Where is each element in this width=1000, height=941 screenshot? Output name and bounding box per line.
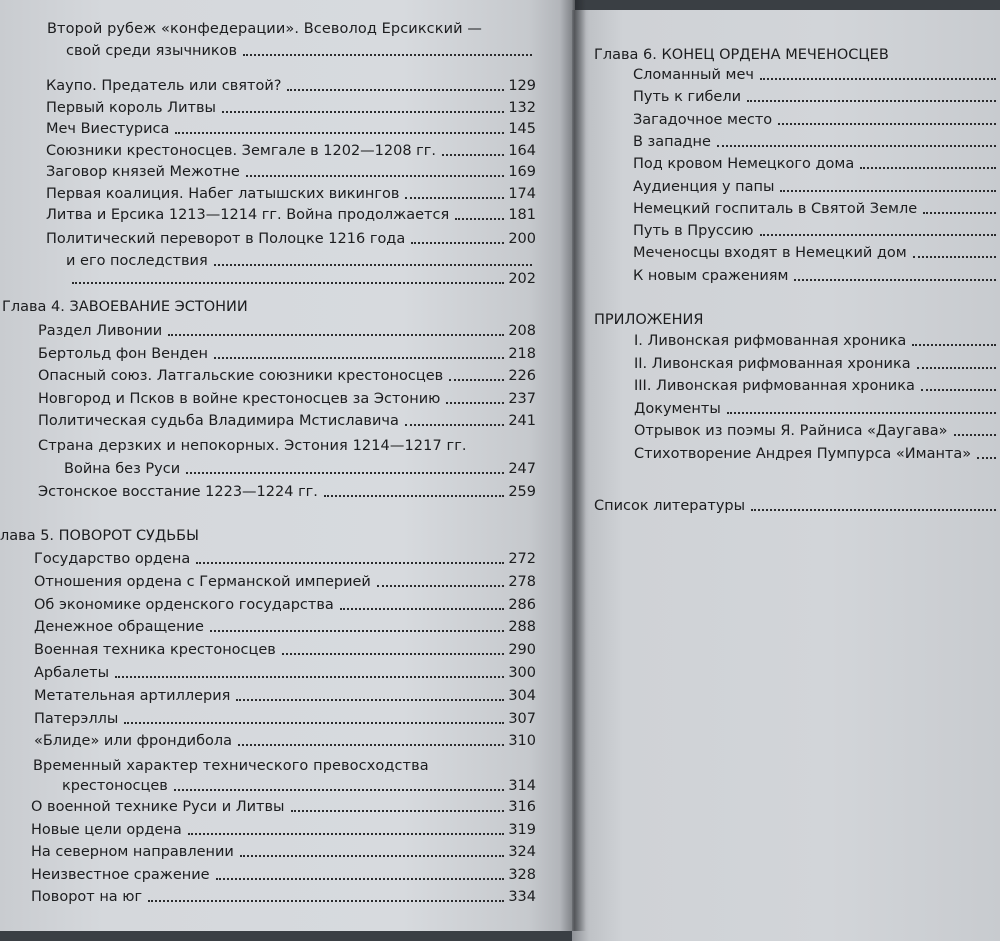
toc-entry-page: 334 [508, 889, 536, 905]
dot-leader [794, 279, 996, 281]
toc-entry[interactable] [31, 821, 536, 839]
toc-entry-title-line: Второй рубеж «конфедерации». Всеволод Ерсикский — [47, 21, 482, 37]
toc-entry-title: О военной технике Руси и Литвы [31, 799, 285, 815]
toc-entry-page: 226 [508, 368, 536, 384]
dot-leader [340, 608, 505, 610]
toc-entry-title: Денежное обращение [34, 619, 204, 636]
dot-leader [954, 434, 996, 436]
toc-entry-title: Война без Руси [64, 461, 181, 477]
dot-leader [210, 630, 504, 632]
dot-leader [913, 256, 996, 258]
dot-leader [246, 175, 505, 177]
toc-entry-title: Под кровом Немецкого дома [633, 156, 855, 173]
toc-entry-title: Загадочное место [633, 111, 773, 128]
toc-entry-page: 290 [508, 642, 536, 659]
toc-entry-page: 319 [508, 821, 536, 838]
toc-entry-title: Поворот на юг [31, 889, 143, 905]
toc-entry[interactable] [34, 618, 536, 636]
toc-entry[interactable] [633, 178, 1000, 196]
dot-leader [186, 472, 504, 474]
toc-entry-title: Немецкий госпиталь в Святой Земле [633, 200, 918, 217]
toc-entry-title: Сломанный меч [633, 67, 754, 83]
dot-leader [751, 509, 996, 511]
toc-entry-page: 241 [508, 413, 536, 429]
section-title: ПРИЛОЖЕНИЯ [594, 312, 704, 328]
toc-entry-title: Государство ордена [34, 551, 191, 567]
toc-entry[interactable] [634, 355, 1000, 373]
toc-entry-title: Новые цели ордена [31, 821, 182, 838]
toc-entry-page: 300 [508, 665, 536, 681]
dot-leader [405, 424, 504, 426]
toc-entry-title: Политический переворот в Полоцке 1216 года [46, 231, 406, 247]
chapter-title: Глава 4. ЗАВОЕВАНИЕ ЭСТОНИИ [2, 299, 248, 315]
toc-entry-title: Новгород и Псков в войне крестоносцев за Эстонию [38, 390, 441, 407]
toc-entry[interactable] [31, 843, 536, 861]
toc-entry[interactable] [46, 77, 536, 95]
toc-entry[interactable] [62, 777, 536, 795]
toc-entry-page: 218 [508, 345, 536, 362]
dot-leader [405, 197, 504, 199]
toc-entry-page: 278 [508, 573, 536, 590]
toc-entry-title-line: Временный характер технического превосходства [33, 758, 429, 774]
toc-entry-page: 286 [508, 596, 536, 613]
toc-entry[interactable] [31, 798, 536, 816]
right-page [572, 10, 1000, 941]
dot-leader [216, 878, 505, 880]
toc-entry-page: 200 [508, 231, 536, 247]
dot-leader [324, 495, 504, 497]
toc-entry[interactable] [633, 111, 1000, 129]
dot-leader [222, 111, 504, 113]
dot-leader [780, 190, 996, 192]
toc-entry[interactable] [634, 377, 1000, 395]
toc-entry[interactable] [31, 888, 536, 906]
dot-leader [760, 78, 996, 80]
toc-entry-title: Каупо. Предатель или святой? [46, 78, 282, 94]
toc-entry-page: 314 [508, 778, 536, 794]
toc-entry[interactable] [633, 66, 1000, 84]
toc-entry-page: 208 [508, 323, 536, 339]
toc-entry-page: 272 [508, 551, 536, 567]
toc-entry-title: Отношения ордена с Германской империей [34, 573, 371, 590]
toc-entry-title: Список литературы [594, 498, 746, 514]
toc-entry-title: Патерэллы [34, 710, 119, 727]
toc-entry[interactable] [66, 252, 536, 270]
toc-entry-title: и его последствия [66, 253, 208, 269]
toc-entry[interactable] [38, 412, 536, 430]
toc-entry[interactable] [46, 206, 536, 224]
toc-entry[interactable] [633, 244, 1000, 262]
dot-leader [175, 132, 504, 134]
dot-leader [411, 242, 504, 244]
toc-entry-title: «Блиде» или фрондибола [34, 733, 233, 750]
toc-entry-title: Путь к гибели [633, 89, 742, 106]
dot-leader [214, 357, 504, 359]
toc-entry[interactable] [634, 332, 1000, 350]
toc-entry-title: Союзники крестоносцев. Земгале в 1202—1208 гг. [46, 142, 437, 159]
toc-entry-page: 328 [508, 866, 536, 883]
dot-leader [860, 167, 996, 169]
toc-entry[interactable] [34, 573, 536, 591]
toc-entry[interactable] [46, 120, 536, 138]
book-gutter [560, 0, 586, 931]
dot-leader [174, 789, 504, 791]
toc-entry-title: Литва и Ерсика 1213—1214 гг. Война продолжается [46, 207, 450, 223]
toc-entry[interactable] [633, 88, 1000, 106]
dot-leader [446, 402, 504, 404]
dot-leader [747, 100, 996, 102]
toc-entry-page: 132 [508, 99, 536, 116]
toc-entry[interactable] [34, 732, 536, 750]
toc-entry-page: 247 [508, 461, 536, 477]
toc-entry[interactable] [34, 687, 536, 705]
toc-entry[interactable] [34, 550, 536, 568]
dot-leader [287, 89, 504, 91]
dot-leader [977, 457, 996, 459]
toc-entry[interactable] [64, 460, 536, 478]
toc-entry-page: 288 [508, 619, 536, 636]
dot-leader [243, 54, 532, 56]
toc-entry-title: Бертольд фон Венден [38, 345, 208, 362]
toc-entry-page: 164 [508, 142, 536, 159]
toc-entry-page-row[interactable] [66, 270, 536, 288]
toc-entry-title: I. Ливонская рифмованная хроника [634, 333, 907, 349]
toc-entry-title: В западне [633, 133, 711, 150]
toc-entry[interactable] [34, 664, 536, 682]
toc-entry-title: крестоносцев [62, 778, 168, 794]
toc-entry-page: 145 [508, 121, 536, 137]
toc-entry-page: 310 [508, 733, 536, 750]
toc-entry-title: Путь в Пруссию [633, 223, 754, 240]
toc-entry[interactable] [34, 596, 536, 614]
toc-entry[interactable] [34, 641, 536, 659]
toc-entry-title: Отрывок из поэмы Я. Райниса «Даугава» [634, 423, 948, 439]
toc-entry[interactable] [34, 710, 536, 728]
toc-entry[interactable] [46, 142, 536, 160]
toc-entry-page: 202 [508, 271, 536, 287]
toc-entry-title: К новым сражениям [633, 267, 789, 284]
toc-entry-title: Арбалеты [34, 665, 110, 681]
dot-leader [282, 653, 504, 655]
dot-leader [917, 367, 996, 369]
toc-entry-page: 316 [508, 799, 536, 815]
dot-leader [124, 722, 504, 724]
dot-leader [196, 562, 504, 564]
toc-entry[interactable] [46, 99, 536, 117]
toc-entry-title: Первый король Литвы [46, 99, 216, 116]
toc-entry-title: Об экономике орденского государства [34, 596, 334, 613]
toc-entry-title: Эстонское восстание 1223—1224 гг. [38, 484, 318, 500]
dot-leader [778, 123, 996, 125]
toc-entry[interactable] [31, 866, 536, 884]
dot-leader [923, 212, 996, 214]
toc-entry-title: Опасный союз. Латгальские союзники крестоносцев [38, 368, 444, 384]
toc-entry-page: 259 [508, 484, 536, 500]
toc-entry-title: На северном направлении [31, 844, 234, 860]
toc-entry-page: 237 [508, 390, 536, 407]
dot-leader [238, 744, 504, 746]
toc-entry[interactable] [634, 400, 1000, 418]
dot-leader [291, 810, 505, 812]
toc-entry[interactable] [46, 185, 536, 203]
toc-entry-page: 174 [508, 185, 536, 202]
dot-leader [188, 833, 505, 835]
toc-entry-page: 169 [508, 164, 536, 180]
toc-entry[interactable] [633, 222, 1000, 240]
dot-leader [760, 234, 996, 236]
toc-entry[interactable] [66, 42, 536, 60]
toc-entry-page: 324 [508, 844, 536, 860]
toc-entry[interactable] [46, 230, 536, 248]
toc-entry[interactable] [38, 367, 536, 385]
dot-leader [455, 218, 504, 220]
dot-leader [115, 676, 504, 678]
toc-entry-title: II. Ливонская рифмованная хроника [634, 355, 911, 372]
toc-entry-title: Военная техника крестоносцев [34, 642, 276, 659]
toc-entry-title: Раздел Ливонии [38, 323, 163, 339]
toc-entry[interactable] [634, 445, 1000, 463]
toc-entry-title: Неизвестное сражение [31, 866, 210, 883]
toc-entry-page: 304 [508, 687, 536, 704]
dot-leader [717, 145, 996, 147]
toc-entry[interactable] [38, 390, 536, 408]
toc-entry-title: Политическая судьба Владимира Мстиславича [38, 413, 399, 429]
toc-entry[interactable] [594, 497, 1000, 515]
chapter-title: Глава 6. КОНЕЦ ОРДЕНА МЕЧЕНОСЦЕВ [594, 47, 889, 63]
dot-leader [921, 389, 996, 391]
toc-entry-title: Стихотворение Андрея Пумпурса «Иманта» [634, 445, 972, 462]
toc-entry[interactable] [633, 267, 1000, 285]
dot-leader [442, 154, 504, 156]
toc-entry[interactable] [38, 483, 536, 501]
dot-leader [236, 699, 504, 701]
dot-leader [912, 344, 996, 346]
toc-entry-title: Документы [634, 400, 721, 417]
toc-entry-title: Меченосцы входят в Немецкий дом [633, 245, 907, 262]
dot-leader [214, 264, 532, 266]
toc-entry-title: III. Ливонская рифмованная хроника [634, 378, 915, 394]
toc-entry-title: Заговор князей Межотне [46, 164, 240, 180]
toc-entry[interactable] [46, 163, 536, 181]
toc-entry[interactable] [633, 200, 1000, 218]
toc-entry[interactable] [633, 155, 1000, 173]
dot-leader [727, 412, 996, 414]
toc-entry-title: Меч Виестуриса [46, 121, 170, 137]
dot-leader [72, 282, 504, 284]
toc-entry[interactable] [633, 133, 1000, 151]
toc-entry-page: 307 [508, 710, 536, 727]
toc-entry-title: Первая коалиция. Набег латышских викингов [46, 185, 400, 202]
dot-leader [148, 900, 504, 902]
dot-leader [240, 855, 504, 857]
toc-entry-page: 181 [508, 207, 536, 223]
toc-entry-title: Аудиенция у папы [633, 178, 775, 195]
toc-entry[interactable] [38, 345, 536, 363]
dot-leader [449, 379, 504, 381]
dot-leader [168, 334, 504, 336]
toc-entry-title: Метательная артиллерия [34, 687, 231, 704]
dot-leader [377, 585, 504, 587]
toc-entry-title: свой среди язычников [66, 43, 238, 59]
toc-entry-page: 129 [508, 78, 536, 94]
chapter-title: лава 5. ПОВОРОТ СУДЬБЫ [0, 528, 199, 544]
toc-entry[interactable] [634, 422, 1000, 440]
toc-entry-title-line: Страна дерзких и непокорных. Эстония 1214—1217 гг. [38, 438, 467, 454]
toc-entry[interactable] [38, 322, 536, 340]
